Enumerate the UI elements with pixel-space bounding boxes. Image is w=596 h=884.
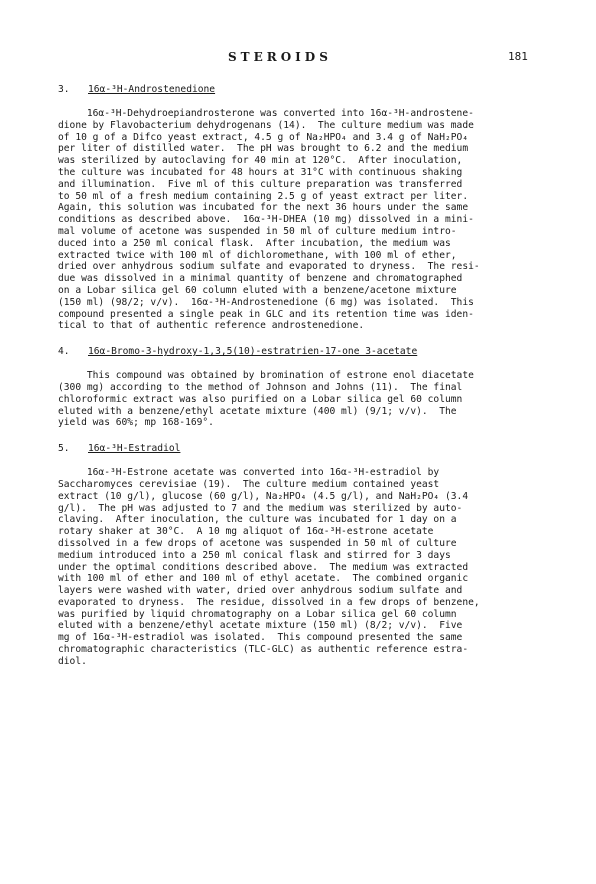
text-line: on a Lobar silica gel 60 column eluted with a benzene/acetone mixture [58, 284, 457, 296]
text-line: extracted twice with 100 ml of dichloromethane, with 100 ml of ether, [58, 249, 457, 261]
text-line: mal volume of acetone was suspended in 50 ml of culture medium intro- [58, 225, 457, 237]
section-number: 3. [58, 84, 70, 95]
text-line: dione by Flavobacterium dehydrogenans (14). The culture medium was made [58, 119, 474, 131]
text-line: duced into a 250 ml conical flask. After incubation, the medium was [58, 237, 451, 249]
text-line: dissolved in a few drops of acetone was suspended in 50 ml of culture [58, 537, 457, 549]
article-body [58, 84, 538, 682]
text-line: was purified by liquid chromatography on a Lobar silica gel 60 column [58, 608, 457, 620]
text-line: dried over anhydrous sodium sulfate and evaporated to dryness. The resi- [58, 261, 480, 273]
text-line: (300 mg) according to the method of Johnson and Johns (11). The final [58, 381, 463, 393]
text-line: chloroformic extract was also purified on a Lobar silica gel 60 column [58, 393, 463, 405]
section-paragraph [58, 370, 538, 429]
text-line: Saccharomyces cerevisiae (19). The culture medium contained yeast [58, 478, 440, 490]
text-line: per liter of distilled water. The pH was brought to 6.2 and the medium [58, 143, 469, 155]
text-line: the culture was incubated for 48 hours at 31°C with continuous shaking [58, 166, 463, 178]
journal-title: STEROIDS [228, 50, 332, 64]
text-line: evaporated to dryness. The residue, dissolved in a few drops of benzene, [58, 596, 480, 608]
running-header [0, 48, 596, 68]
text-line: due was dissolved in a minimal quantity of benzene and chromatographed [58, 273, 463, 285]
text-line: This compound was obtained by bromination of estrone enol diacetate [58, 370, 474, 382]
text-line: of 10 g of a Difco yeast extract, 4.5 g of Na₂HPO₄ and 3.4 g of NaH₂PO₄ [58, 131, 469, 143]
section-paragraph [58, 108, 538, 332]
text-line: to 50 ml of a fresh medium containing 2.5 g of yeast extract per liter. [58, 190, 469, 202]
section-heading [58, 84, 538, 98]
section-number: 5. [58, 443, 70, 455]
section-paragraph [58, 467, 538, 668]
text-line: mg of 16α-³H-estradiol was isolated. This compound presented the same [58, 632, 463, 644]
text-line: was sterilized by autoclaving for 40 min at 120°C. After inoculation, [58, 155, 463, 167]
text-line: Again, this solution was incubated for the next 36 hours under the same [58, 202, 469, 214]
text-line: layers were washed with water, dried over anhydrous sodium sulfate and [58, 585, 463, 597]
text-line: yield was 60%; mp 168-169°. [58, 417, 214, 429]
text-line: diol. [58, 655, 87, 667]
section-number: 4. [58, 346, 70, 358]
section-title: 16α-Bromo-3-hydroxy-1,3,5(10)-estratrien-17-one 3-acetate [88, 346, 418, 358]
text-line: compound presented a single peak in GLC and its retention time was iden- [58, 308, 474, 320]
text-line: extract (10 g/l), glucose (60 g/l), Na₂HPO₄ (4.5 g/l), and NaH₂PO₄ (3.4 [58, 490, 469, 502]
text-line: chromatographic characteristics (TLC-GLC) as authentic reference estra- [58, 644, 469, 656]
text-line: medium introduced into a 250 ml conical flask and stirred for 3 days [58, 549, 451, 561]
section-heading [58, 346, 538, 360]
section-title: 16α-³H-Estradiol [88, 443, 181, 455]
text-line: conditions as described above. 16α-³H-DHEA (10 mg) dissolved in a mini- [58, 214, 474, 226]
text-line: rotary shaker at 30°C. A 10 mg aliquot of 16α-³H-estrone acetate [58, 526, 434, 538]
text-line: eluted with a benzene/ethyl acetate mixture (150 ml) (8/2; v/v). Five [58, 620, 463, 632]
text-line: 16α-³H-Dehydroepiandrosterone was converted into 16α-³H-androstene- [58, 108, 474, 119]
section-title: 16α-³H-Androstenedione [88, 84, 216, 95]
text-line: tical to that of authentic reference androstenedione. [58, 320, 365, 332]
text-line: claving. After inoculation, the culture was incubated for 1 day on a [58, 514, 457, 526]
section-bromo-estratrienone [58, 346, 538, 429]
text-line: under the optimal conditions described above. The medium was extracted [58, 561, 469, 573]
section-androstenedione [58, 84, 538, 332]
section-heading [58, 443, 538, 457]
text-line: with 100 ml of ether and 100 ml of ethyl acetate. The combined organic [58, 573, 469, 585]
text-line: and illumination. Five ml of this culture preparation was transferred [58, 178, 463, 190]
text-line: g/l). The pH was adjusted to 7 and the medium was sterilized by auto- [58, 502, 463, 514]
section-estradiol [58, 443, 538, 668]
text-line: eluted with a benzene/ethyl acetate mixture (400 ml) (9/1; v/v). The [58, 405, 457, 417]
page-number: 181 [508, 50, 528, 63]
text-line: (150 ml) (98/2; v/v). 16α-³H-Androstenedione (6 mg) was isolated. This [58, 296, 474, 308]
text-line: 16α-³H-Estrone acetate was converted into 16α-³H-estradiol by [58, 467, 440, 479]
